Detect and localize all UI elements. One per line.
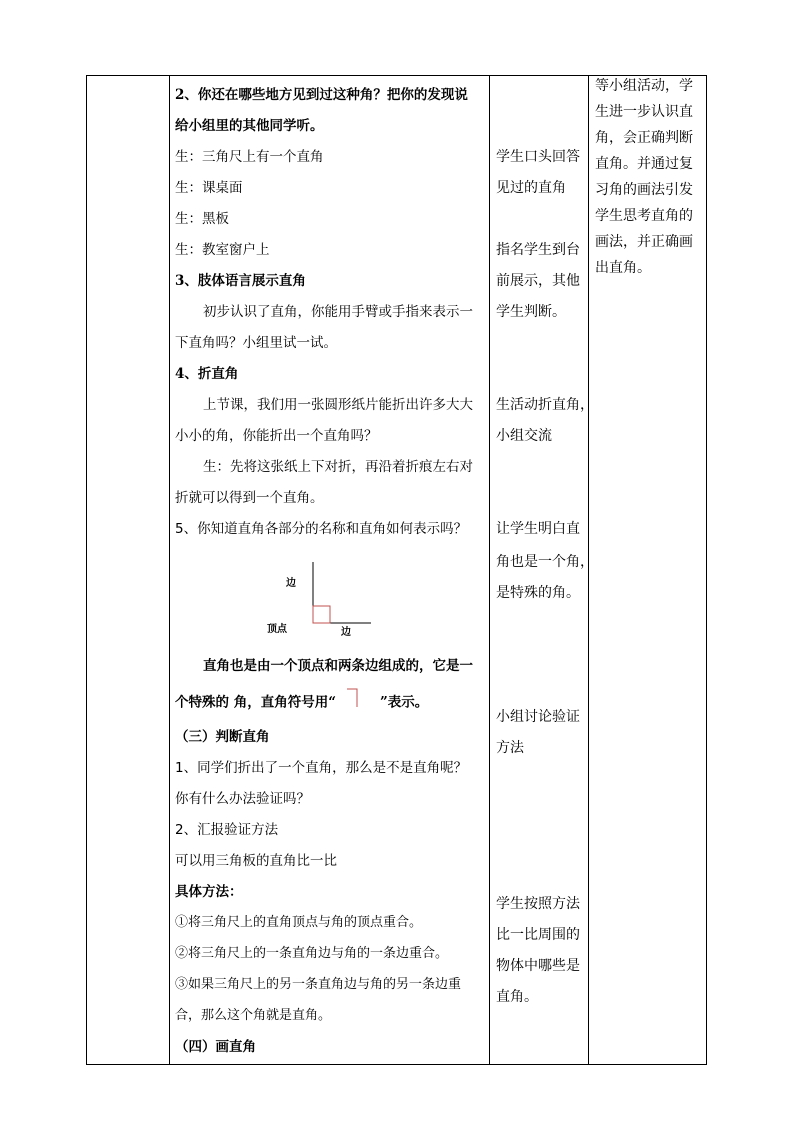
summary-line xyxy=(175,694,428,712)
vertex-label: 顶点 xyxy=(267,624,287,635)
activity-line: 直角。 xyxy=(496,989,538,1005)
column-divider xyxy=(489,76,490,1064)
activity-line: 让学生明白直 xyxy=(496,521,580,537)
paragraph-line: 下直角吗？小组里试一试。 xyxy=(175,335,337,351)
lesson-table xyxy=(86,75,707,1065)
method-step: ①将三角尺上的直角顶点与角的顶点重合。 xyxy=(175,915,423,930)
student-answer: 生：教室窗户上 xyxy=(175,242,270,258)
activity-line: 生活动折直角， xyxy=(496,397,594,413)
side-label: 边 xyxy=(341,627,351,638)
intent-line: 画法，并正确画 xyxy=(595,234,693,250)
paragraph-line: 上节课，我们用一张圆形纸片能折出许多大大 xyxy=(203,397,473,413)
intent-line: 出直角。 xyxy=(595,260,651,276)
paragraph-line: 可以用三角板的直角比一比 xyxy=(175,853,337,869)
section-heading: 3、肢体语言展示直角 xyxy=(175,273,306,289)
right-angle-symbol-icon xyxy=(336,694,380,712)
right-angle-mark xyxy=(313,606,330,623)
question-2-cont: 给小组里的其他同学听。 xyxy=(175,118,324,134)
method-step: ②将三角尺上的一条直角边与角的一条边重合。 xyxy=(175,946,449,961)
summary-text: 个特殊的 角，直角符号用“ xyxy=(175,694,336,711)
activity-line: 学生口头回答 xyxy=(496,149,580,165)
method-step: 合，那么这个角就是直角。 xyxy=(175,1008,332,1023)
activity-line: 见过的直角 xyxy=(496,180,566,196)
paragraph-line: 生：先将这张纸上下对折，再沿着折痕左右对 xyxy=(203,459,473,475)
activity-line: 学生按照方法 xyxy=(496,896,580,912)
paragraph-line: 2、汇报验证方法 xyxy=(175,822,279,838)
intent-line: 学生思考直角的 xyxy=(595,208,693,224)
student-answer: 生：三角尺上有一个直角 xyxy=(175,149,324,165)
column-divider xyxy=(588,76,589,1064)
method-step: ③如果三角尺上的另一条直角边与角的另一条边重 xyxy=(175,977,462,992)
side-label: 边 xyxy=(286,578,296,589)
activity-line: 比一比周围的 xyxy=(496,927,580,943)
activity-line: 物体中哪些是 xyxy=(496,958,580,974)
section-heading: （三）判断直角 xyxy=(175,729,270,745)
question-5: 5、你知道直角各部分的名称和直角如何表示吗？ xyxy=(175,521,468,537)
intent-line: 角，会正确判断 xyxy=(595,130,693,146)
intent-line: 等小组活动，学 xyxy=(595,78,693,94)
paragraph-line: 1、同学们折出了一个直角，那么是不是直角呢？ xyxy=(175,760,468,776)
activity-line: 角也是一个角， xyxy=(496,554,594,570)
question-2: 2、你还在哪些地方见到过这种角？把你的发现说 xyxy=(175,87,468,103)
activity-line: 指名学生到台 xyxy=(496,242,580,258)
column-divider xyxy=(169,76,170,1064)
intent-line: 生进一步认识直 xyxy=(595,104,693,120)
right-angle-diagram xyxy=(267,554,385,644)
student-answer: 生：课桌面 xyxy=(175,180,243,196)
paragraph-line: 小小的角，你能折出一个直角吗？ xyxy=(175,428,378,444)
intent-line: 习角的画法引发 xyxy=(595,182,693,198)
summary-line: 直角也是由一个顶点和两条边组成的，它是一 xyxy=(203,658,473,674)
paragraph-line: 初步认识了直角，你能用手臂或手指来表示一 xyxy=(203,304,473,320)
activity-line: 前展示，其他 xyxy=(496,273,580,289)
section-heading: （四）画直角 xyxy=(175,1039,256,1055)
activity-line: 学生判断。 xyxy=(496,304,566,320)
section-heading: 具体方法： xyxy=(175,884,243,900)
summary-text: ”表示。 xyxy=(379,694,429,711)
paragraph-line: 你有什么办法验证吗？ xyxy=(175,791,310,807)
student-answer: 生：黑板 xyxy=(175,211,229,227)
intent-line: 直角。并通过复 xyxy=(595,156,693,172)
activity-line: 方法 xyxy=(496,740,524,756)
section-heading: 4、折直角 xyxy=(175,366,239,382)
activity-line: 是特殊的角。 xyxy=(496,585,580,601)
activity-line: 小组交流 xyxy=(496,428,552,444)
paragraph-line: 折就可以得到一个直角。 xyxy=(175,490,324,506)
activity-line: 小组讨论验证 xyxy=(496,709,580,725)
